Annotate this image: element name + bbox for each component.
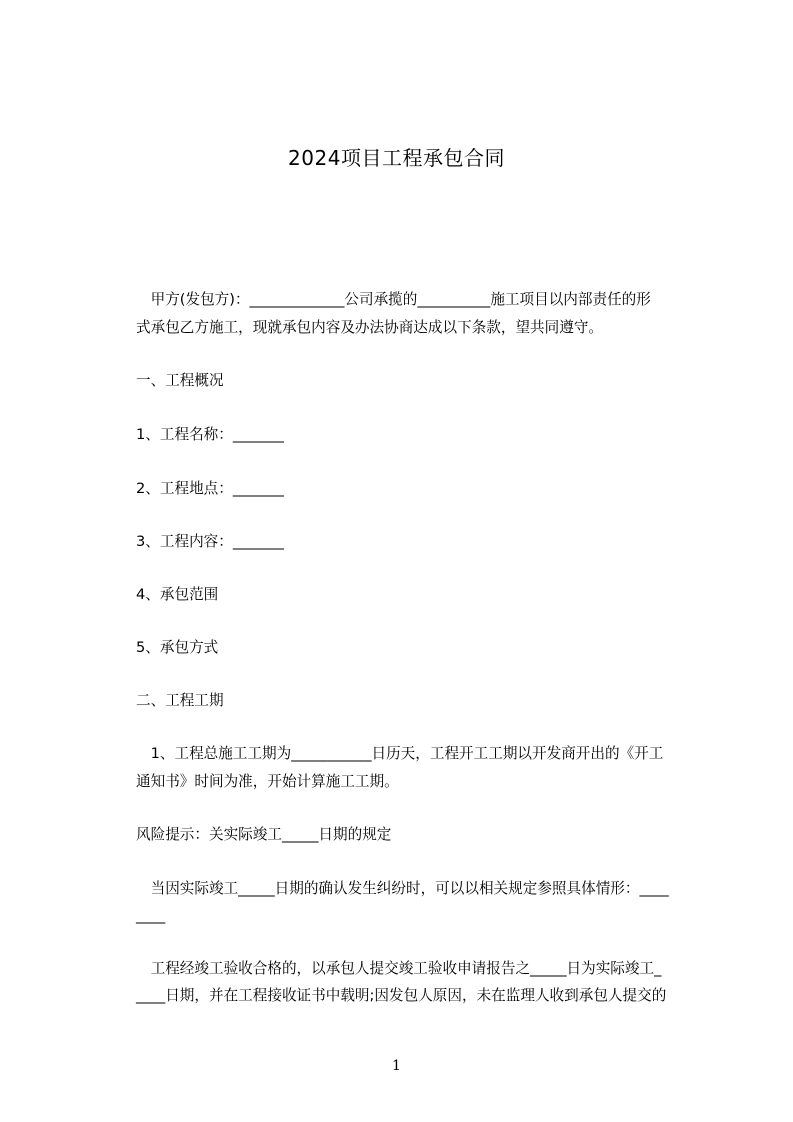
paragraph-dispute-line-2: ____: [136, 907, 166, 924]
section-heading-overview: 一、工程概况: [136, 372, 224, 389]
paragraph-acceptance-line-1: 工程经竣工验收合格的，以承包人提交竣工验收申请报告之_____日为实际竣工_: [136, 960, 662, 977]
item-project-content: 3、工程内容：_______: [136, 533, 284, 550]
paragraph-acceptance-line-2: ____日期，并在工程接收证书中载明;因发包人原因，未在监理人收到承包人提交的: [136, 987, 667, 1004]
document-title: 2024项目工程承包合同: [288, 146, 505, 170]
paragraph-schedule-line-1: 1、工程总施工工期为___________日历天，工程开工工期以开发商开出的《开工: [136, 745, 664, 762]
paragraph-intro-line-1: 甲方(发包方)：_____________公司承揽的__________施工项目以内部责任的形: [136, 291, 651, 308]
paragraph-schedule-line-2: 通知书》时间为准，开始计算施工工期。: [136, 773, 399, 790]
risk-notice: 风险提示：关实际竣工_____日期的规定: [136, 826, 392, 843]
paragraph-dispute-line-1: 当因实际竣工_____日期的确认发生纠纷时，可以以相关规定参照具体情形：____: [136, 880, 669, 897]
section-heading-schedule: 二、工程工期: [136, 692, 224, 709]
paragraph-intro-line-2: 式承包乙方施工，现就承包内容及办法协商达成以下条款，望共同遵守。: [136, 319, 604, 336]
item-contract-scope: 4、承包范围: [136, 586, 219, 603]
item-project-name: 1、工程名称：_______: [136, 426, 284, 443]
item-project-location: 2、工程地点：_______: [136, 480, 284, 497]
item-contract-method: 5、承包方式: [136, 639, 219, 656]
page-number: 1: [392, 1058, 401, 1074]
